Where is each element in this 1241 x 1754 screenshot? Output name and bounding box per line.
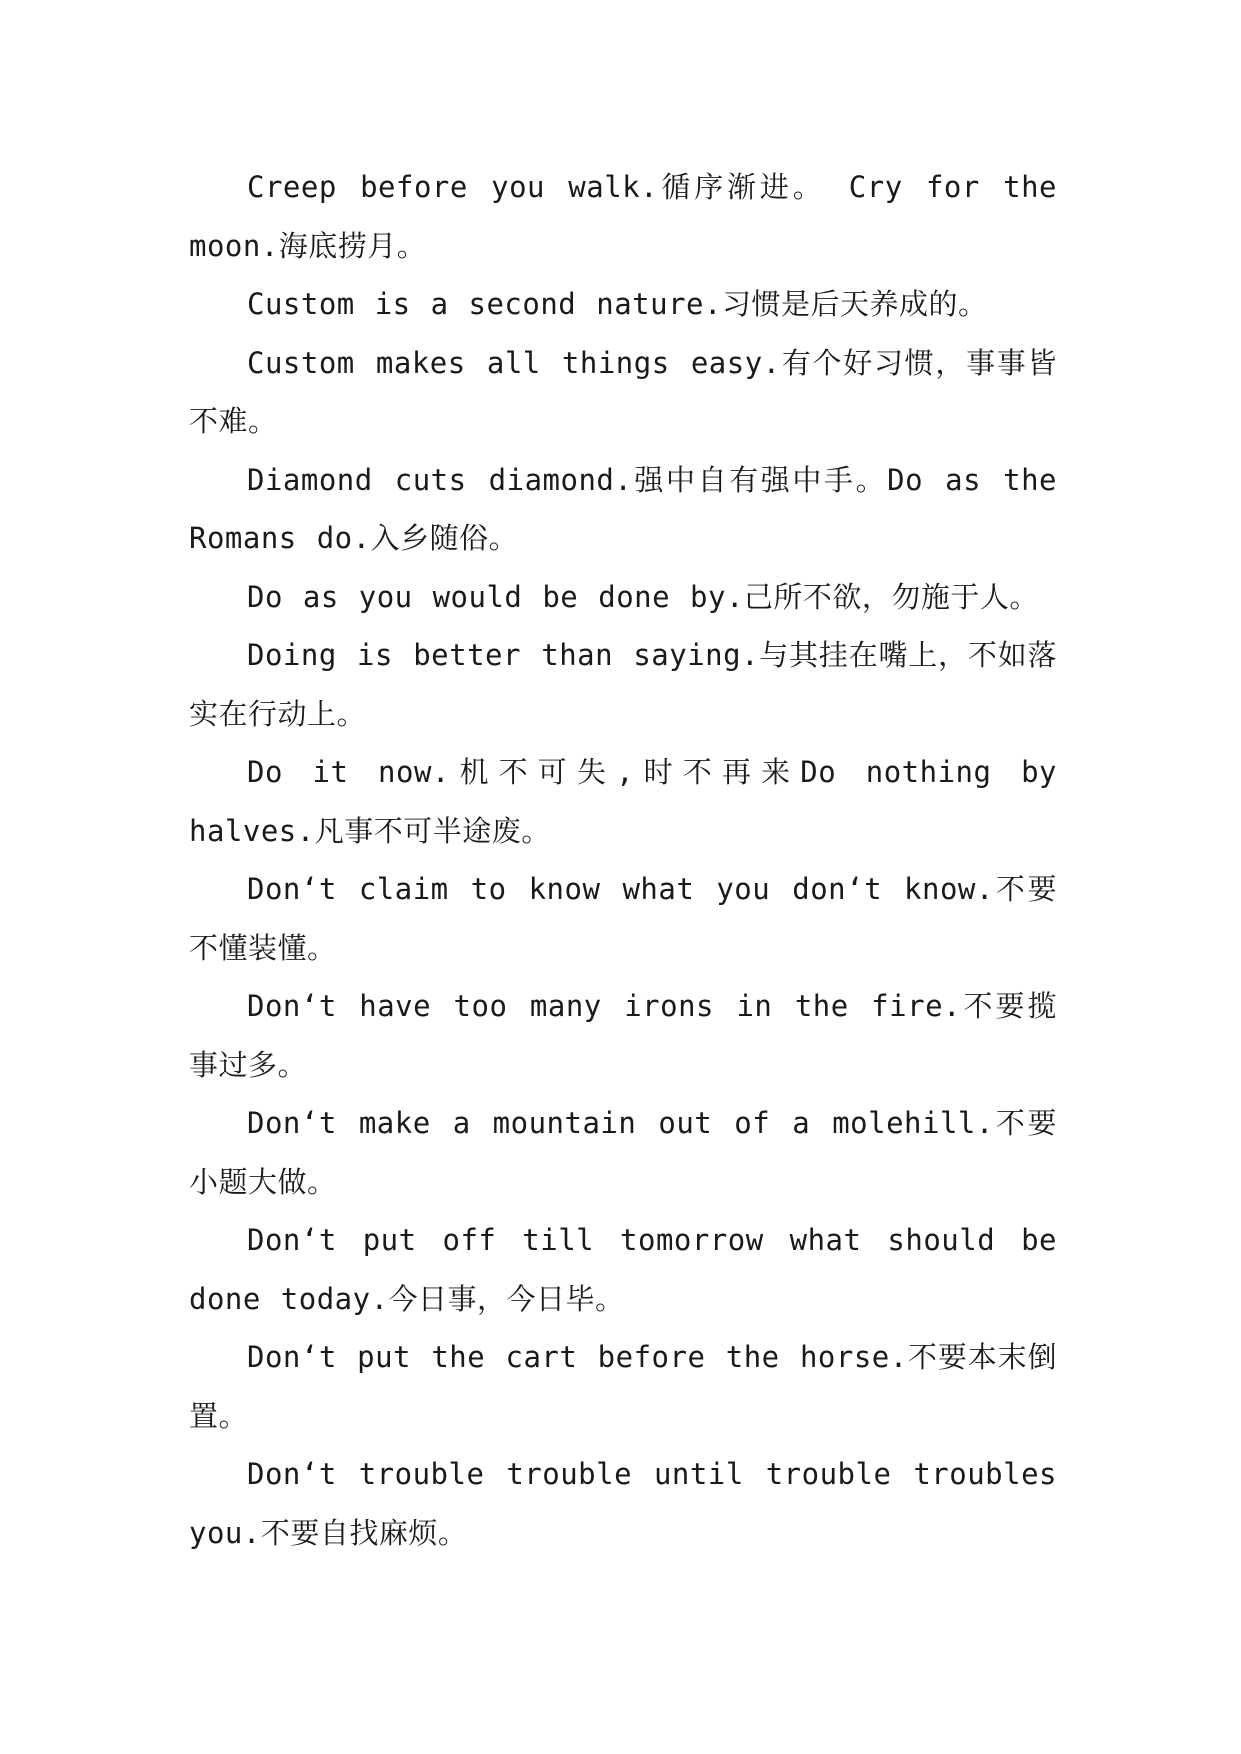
proverb-paragraph: Diamond cuts diamond.强中自有强中手。Do as the Romans do.入乡随俗。 — [189, 462, 1057, 555]
proverb-paragraph: Doing is better than saying.与其挂在嘴上，不如落实在行动上。 — [189, 638, 1057, 731]
proverb-paragraph: Creep before you walk.循序渐进。 Cry for the moon.海底捞月。 — [189, 170, 1057, 263]
proverb-paragraph: Don‘t have too many irons in the fire.不要揽事过多。 — [189, 989, 1057, 1082]
proverb-paragraph: Do it now.机不可失,时不再来Do nothing by halves.凡事不可半途废。 — [189, 755, 1057, 848]
proverb-paragraph: Custom makes all things easy.有个好习惯，事事皆不难。 — [189, 345, 1057, 438]
proverb-paragraph: Don‘t make a mountain out of a molehill.不要小题大做。 — [189, 1106, 1057, 1199]
proverb-paragraph: Don‘t put the cart before the horse.不要本末倒置。 — [189, 1340, 1057, 1433]
proverb-paragraph: Don‘t trouble trouble until trouble troubles you.不要自找麻烦。 — [189, 1457, 1057, 1550]
proverb-paragraph: Custom is a second nature.习惯是后天养成的。 — [247, 287, 988, 321]
proverb-paragraph: Do as you would be done by.己所不欲，勿施于人。 — [247, 579, 1039, 614]
proverb-paragraph: Don‘t put off till tomorrow what should be done today.今日事，今日毕。 — [189, 1223, 1057, 1316]
document-body — [189, 158, 1057, 1562]
proverb-paragraph: Don‘t claim to know what you don‘t know.不要不懂装懂。 — [189, 872, 1057, 965]
